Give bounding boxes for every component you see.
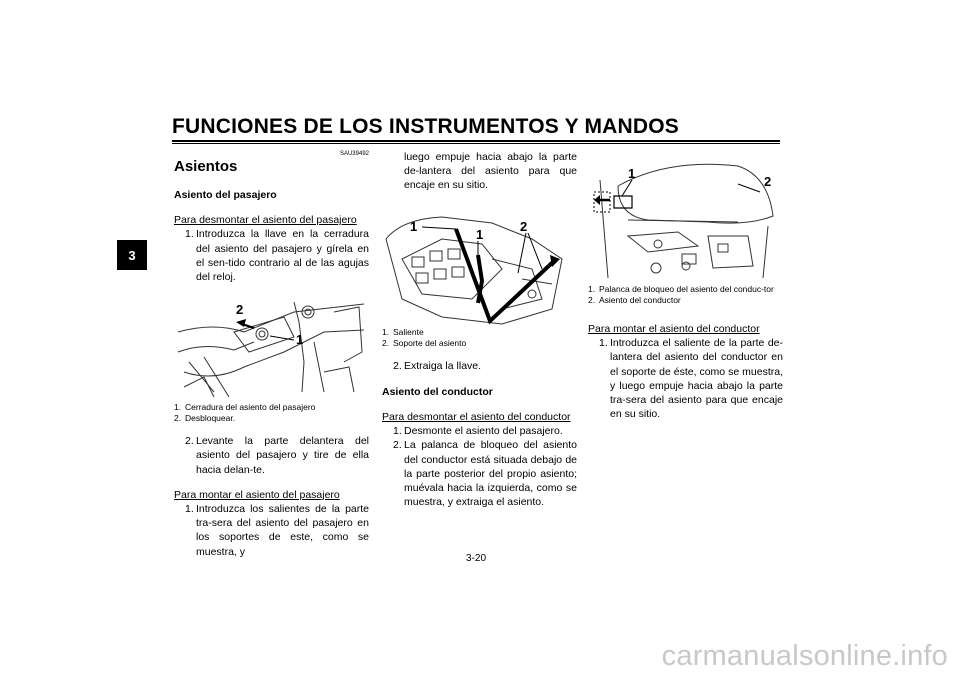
step-text: Levante la parte delantera del asiento del pasajero y tire de ella hacia delan-te.	[196, 435, 369, 476]
step-number: 2.	[393, 439, 402, 452]
rider-install-heading: Para montar el asiento del conductor	[588, 323, 760, 335]
passenger-seat-mount-figure	[382, 199, 577, 327]
step-number: 2.	[393, 359, 402, 372]
column-3	[588, 150, 783, 421]
passenger-install-step-1-continued: luego empuje hacia abajo la parte de-lantera del asiento para que encaje en su sitio.	[404, 151, 577, 192]
rider-remove-heading: Para desmontar el asiento del conductor	[382, 411, 571, 424]
passenger-remove-step-1	[174, 227, 369, 284]
caption-item: 2. Soporte del asiento	[382, 337, 467, 348]
header-rule-thin	[172, 143, 780, 144]
caption-item: 2. Asiento del conductor	[588, 295, 681, 305]
passenger-seat-mount-illustration	[382, 199, 577, 327]
passenger-install-step-1	[174, 502, 369, 559]
figure-label-2: 2	[764, 174, 772, 189]
rider-seat-lever-figure	[588, 156, 783, 278]
passenger-remove-step-2	[174, 434, 369, 477]
rider-figure-caption	[588, 284, 783, 306]
step-text: Desmonte el asiento del pasajero.	[404, 425, 563, 438]
figure-label-1: 1	[296, 332, 304, 348]
passenger-seat-title: Asiento del pasajero	[174, 189, 277, 201]
page-number: 3-20	[466, 553, 487, 564]
rider-install-step-1	[588, 336, 783, 421]
column-1	[174, 150, 369, 559]
step-number: 1.	[185, 503, 194, 516]
figure-label-1: 1	[410, 218, 418, 234]
section-code: SAU39492	[339, 151, 369, 157]
section-title: Asientos	[174, 158, 238, 175]
step-text: Introduzca los salientes de la parte tra-sera del asiento del pasajero en los soportes de este, como se muestra, y	[196, 503, 369, 558]
passenger-seat-lock-illustration	[174, 292, 369, 402]
step-number: 1.	[185, 228, 194, 241]
figure-label-2: 2	[236, 302, 244, 318]
caption-item: 2. Desbloquear.	[174, 413, 236, 424]
chapter-tab: 3	[117, 240, 147, 270]
figure-label-2: 2	[520, 218, 528, 234]
step-number: 1.	[599, 337, 608, 350]
step-text: La palanca de bloqueo del asiento del conductor está situada debajo de la parte posterior del propio asiento; muévala hacia la izquierda, como se muestra, y extraiga el asiento.	[404, 439, 577, 509]
column-2	[382, 150, 577, 509]
step-text: Extraiga la llave.	[404, 359, 482, 372]
step-text: Introduzca la llave en la cerradura del asiento del pasajero y gírela en el sen-tido contrario al de las agujas del reloj.	[196, 228, 369, 284]
passenger-install-heading: Para montar el asiento del pasajero	[174, 488, 340, 501]
caption-item: 1. Saliente	[382, 326, 424, 337]
page-title: FUNCIONES DE LOS INSTRUMENTOS Y MANDOS	[172, 115, 679, 138]
passenger-install-step-2	[382, 359, 577, 373]
passenger-remove-heading: Para desmontar el asiento del pasajero	[174, 214, 357, 227]
step-text: Introduzca el saliente de la parte de-lantera del asiento del conductor en el soporte de éste, como se muestra, y luego empuje hacia abajo la parte tra-sera del asiento para que encaje en su sitio.	[610, 337, 783, 421]
caption-item: 1. Palanca de bloqueo del asiento del conduc-tor	[588, 284, 774, 294]
caption-item: 1. Cerradura del asiento del pasajero	[174, 402, 316, 413]
rider-remove-step-1	[382, 424, 577, 438]
step-number: 1.	[393, 425, 402, 438]
passenger-figure-caption	[174, 402, 369, 424]
step-number: 2.	[185, 435, 194, 448]
rider-seat-lever-illustration	[588, 156, 783, 278]
rider-remove-step-2	[382, 438, 577, 509]
header-rule	[172, 140, 780, 142]
passenger-mount-figure-caption	[382, 327, 577, 349]
figure-label-1: 1	[628, 166, 636, 181]
passenger-seat-lock-figure	[174, 292, 369, 402]
watermark: carmanualsonline.info	[661, 640, 948, 672]
figure-label-1b: 1	[476, 226, 484, 242]
rider-seat-title: Asiento del conductor	[382, 385, 493, 398]
